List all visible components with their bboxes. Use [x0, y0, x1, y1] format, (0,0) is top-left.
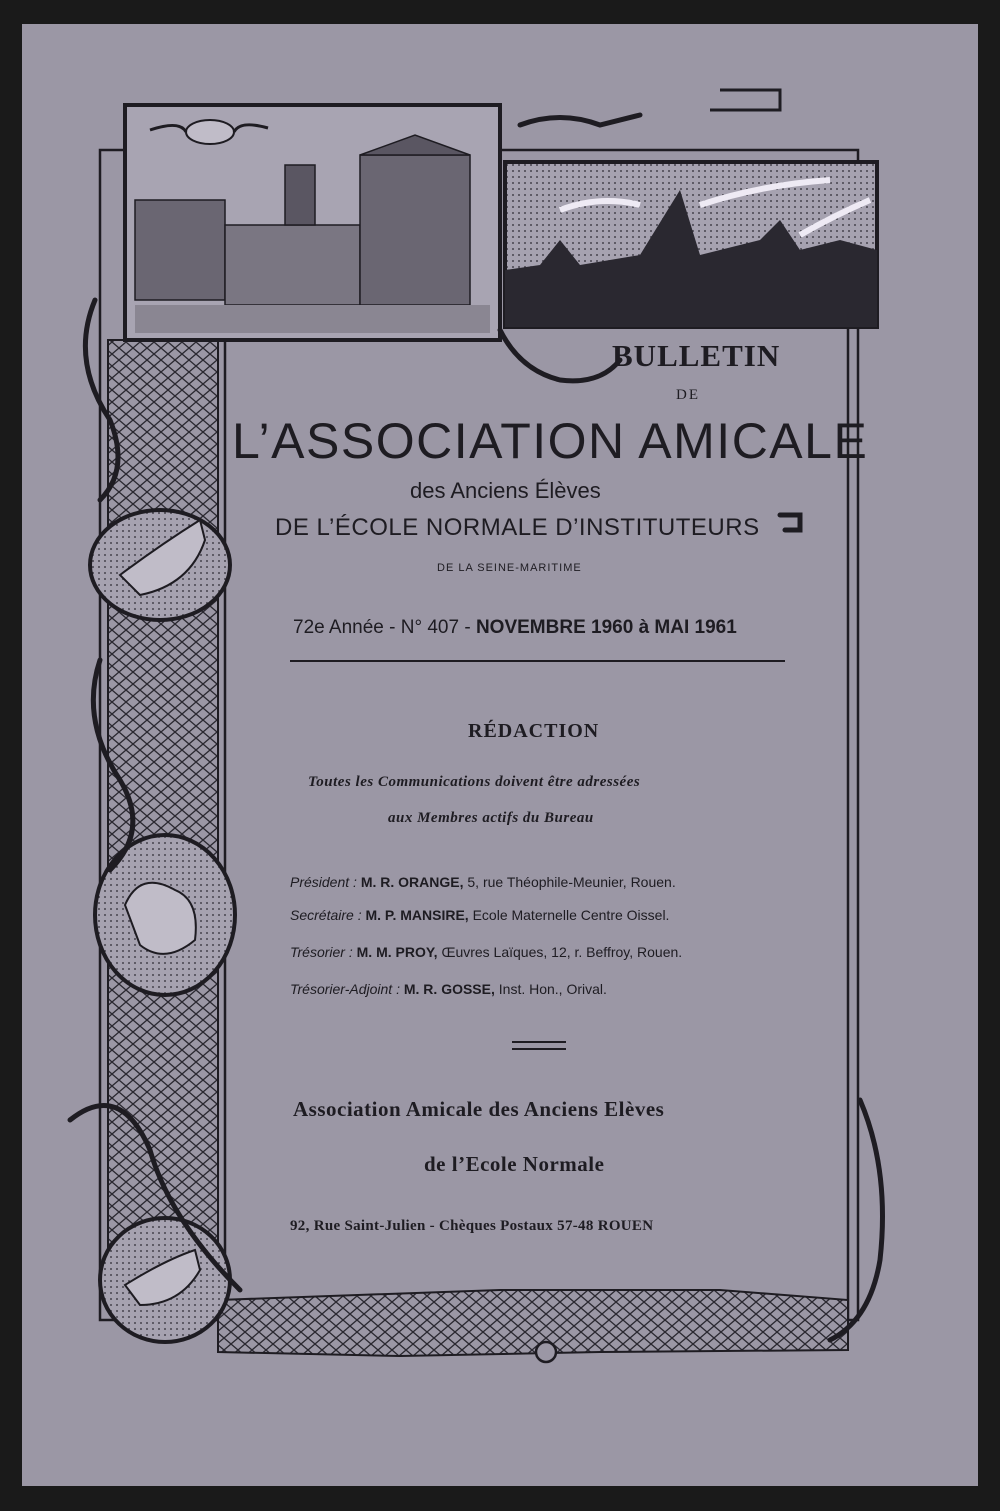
officer-name: M. R. GOSSE, — [403, 981, 495, 997]
subtitle-seine-maritime: DE LA SEINE-MARITIME — [437, 562, 582, 574]
title-association-amicale: L’ASSOCIATION AMICALE — [232, 413, 869, 469]
footer-association-line: Association Amicale des Anciens Elèves — [293, 1097, 665, 1121]
officer-name: M. P. MANSIRE, — [365, 907, 469, 923]
left-mosaic-column — [108, 340, 218, 1310]
officer-address: Ecole Maternelle Centre Oissel. — [472, 907, 670, 923]
school-building-illustration — [125, 105, 500, 340]
duck-medallion-bottom — [100, 1218, 230, 1342]
subtitle-anciens-eleves: des Anciens Élèves — [410, 478, 601, 503]
title-de: DE — [676, 387, 700, 403]
turkey-medallion — [95, 835, 235, 995]
redaction-heading: RÉDACTION — [468, 720, 600, 742]
issue-period: NOVEMBRE 1960 à MAI 1961 — [475, 617, 737, 638]
officer-role: Trésorier-Adjoint : — [290, 981, 400, 997]
issue-line — [293, 617, 737, 639]
subtitle-ecole-normale: DE L’ÉCOLE NORMALE D’INSTITUTEURS — [275, 514, 760, 541]
officer-president — [290, 874, 676, 890]
redaction-line-1: Toutes les Communications doivent être adressées — [308, 774, 641, 790]
officer-name: M. M. PROY, — [356, 944, 438, 960]
officer-address: 5, rue Théophile-Meunier, Rouen. — [467, 874, 676, 890]
officer-address: Inst. Hon., Orival. — [498, 981, 607, 997]
bottom-mosaic-band — [218, 1290, 848, 1356]
issue-year-number: 72e Année - N° 407 - — [293, 617, 476, 638]
footer-ecole-line: de l’Ecole Normale — [424, 1152, 605, 1176]
officer-role: Secrétaire : — [290, 907, 362, 923]
officer-address: Œuvres Laïques, 12, r. Beffroy, Rouen. — [441, 944, 683, 960]
officer-role: Trésorier : — [290, 944, 353, 960]
clover-ornament — [536, 1342, 556, 1362]
city-skyline-illustration — [505, 90, 877, 327]
footer-address: 92, Rue Saint-Julien - Chèques Postaux 57-48 ROUEN — [290, 1218, 654, 1234]
redaction-line-2: aux Membres actifs du Bureau — [388, 810, 594, 826]
officer-secretaire — [290, 907, 669, 923]
title-bulletin: BULLETIN — [612, 338, 781, 373]
officer-name: M. R. ORANGE, — [360, 874, 464, 890]
officer-role: Président : — [290, 874, 357, 890]
officer-tresorier — [290, 944, 682, 960]
officer-tresorier-adjoint — [290, 981, 607, 997]
goose-medallion-top — [90, 510, 230, 620]
